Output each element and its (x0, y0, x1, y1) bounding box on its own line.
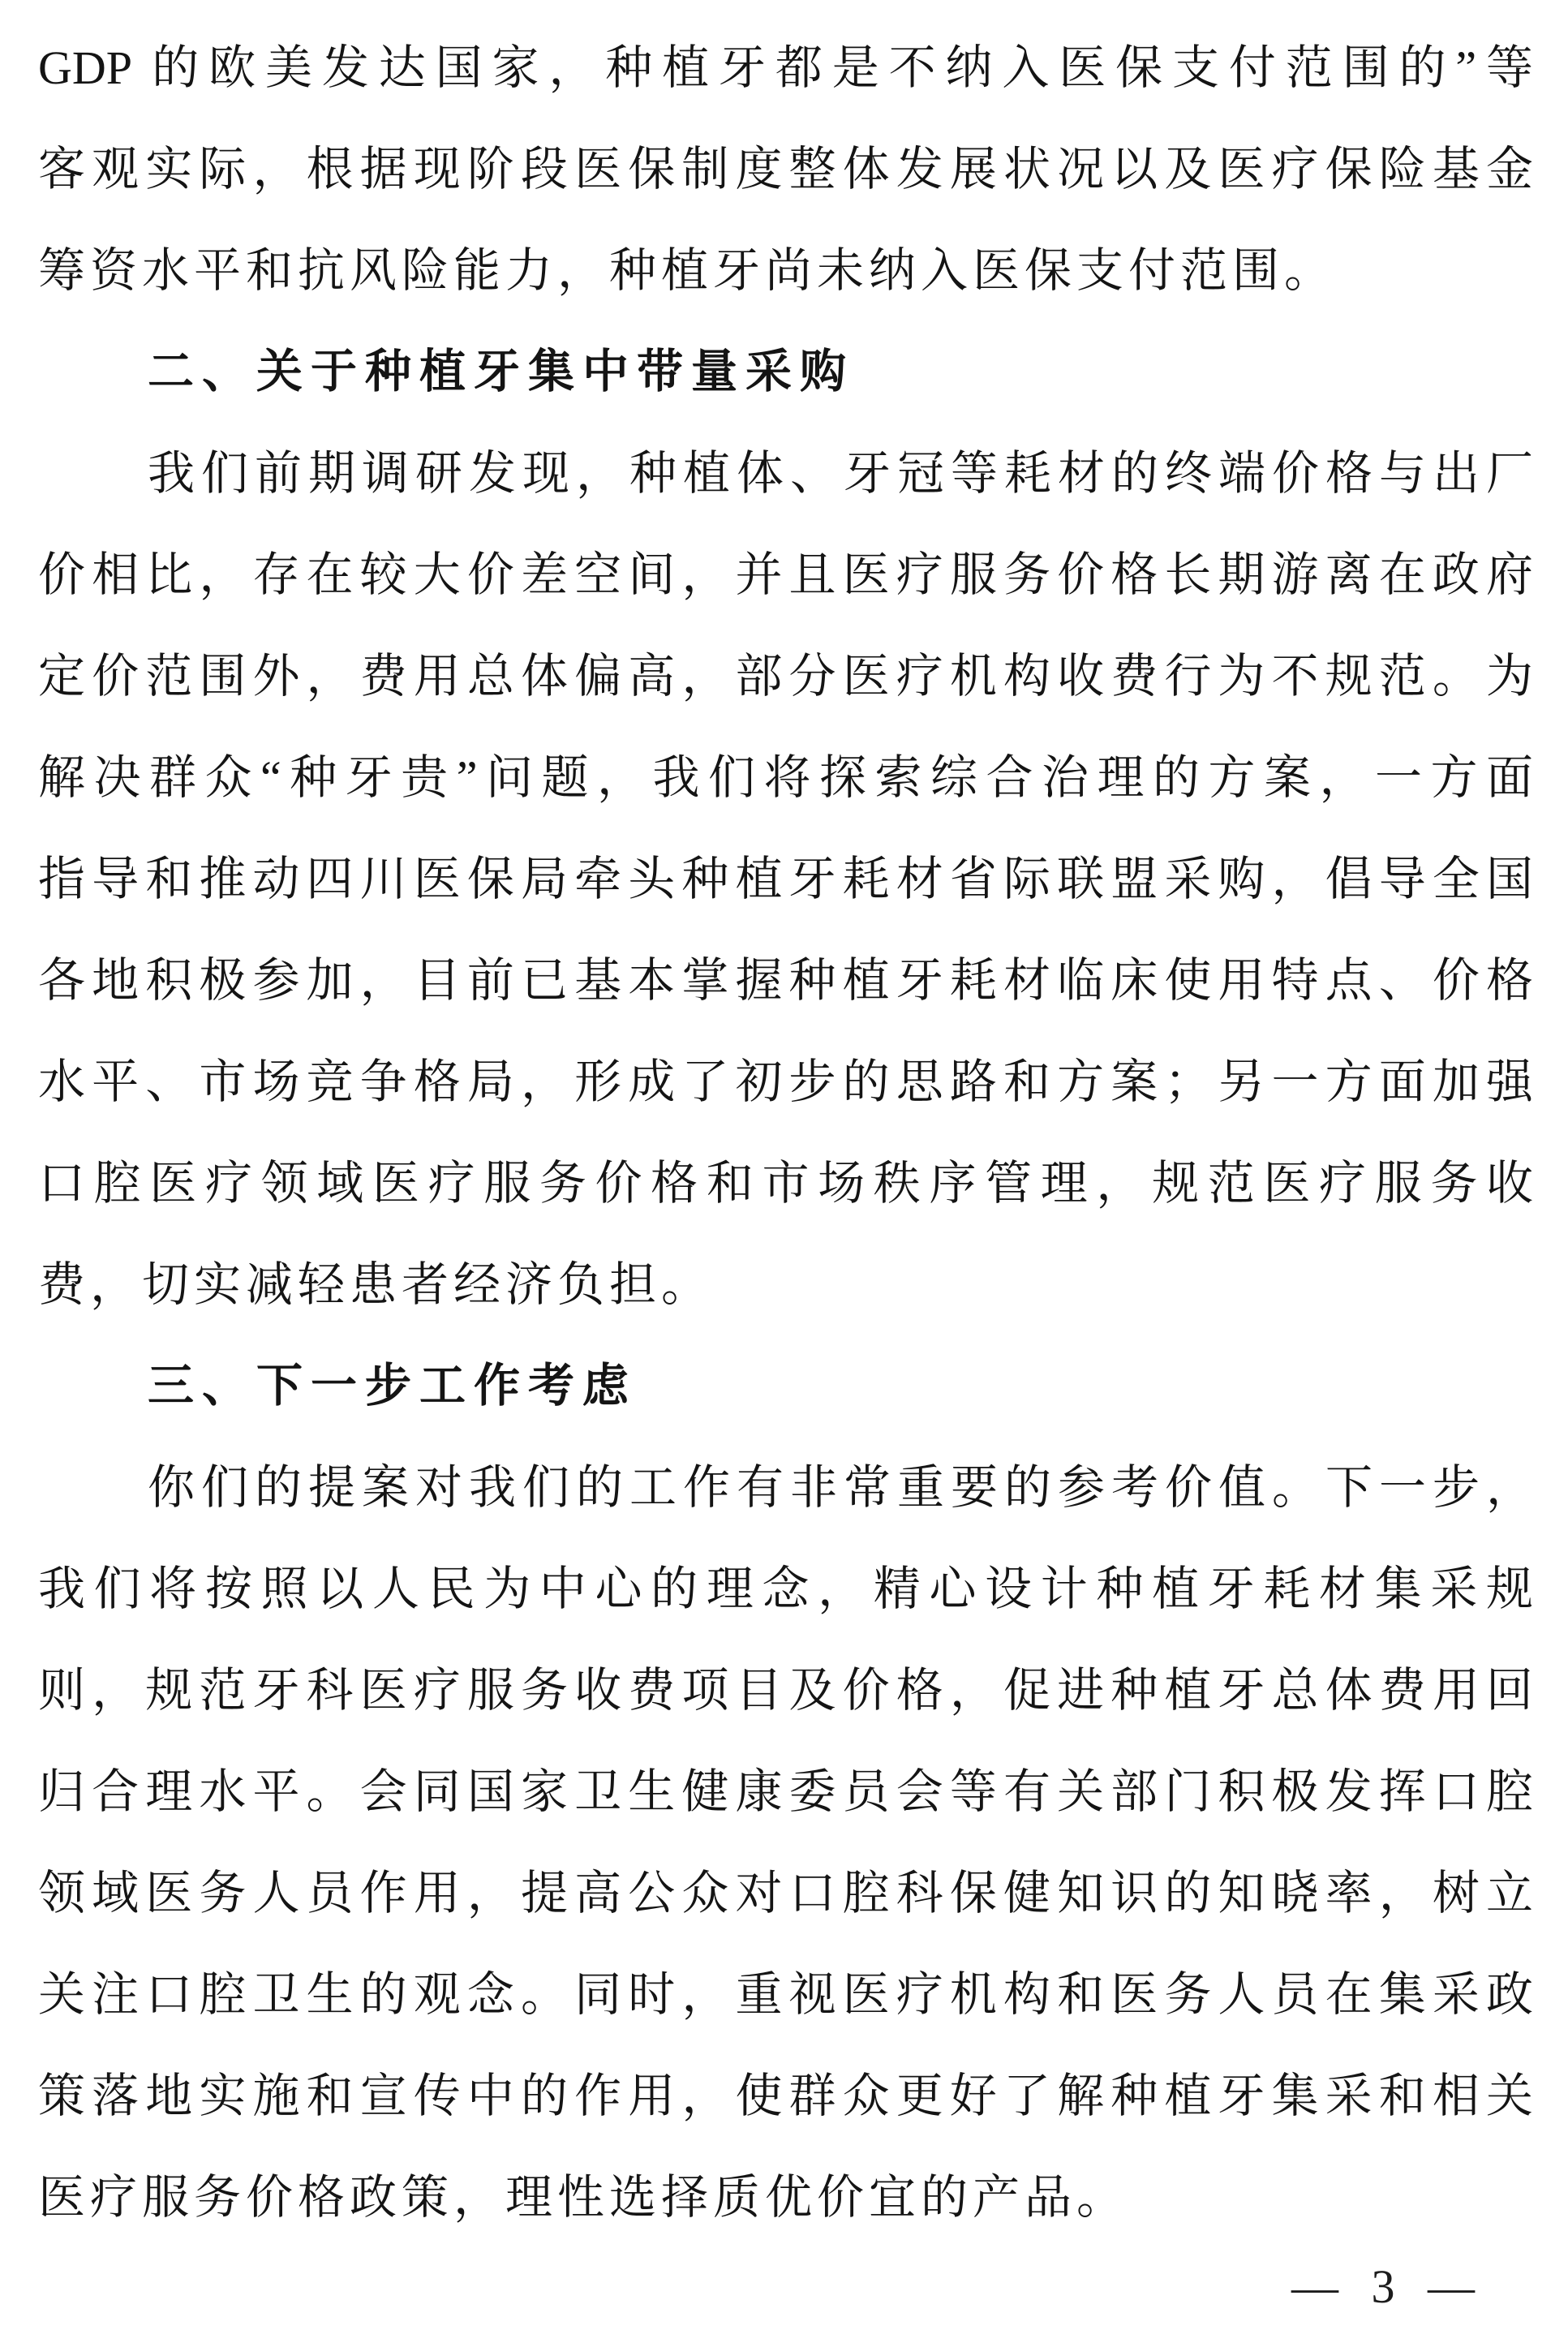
text-line: 客观实际，根据现阶段医保制度整体发展状况以及医疗保险基金 (38, 143, 1533, 196)
text-line: 解决群众“种牙贵”问题，我们将探索综合治理的方案，一方面 (38, 751, 1533, 804)
text-line: 价相比，存在较大价差空间，并且医疗服务价格长期游离在政府 (38, 548, 1533, 601)
text-line: 我们将按照以人民为中心的理念，精心设计种植牙耗材集采规 (38, 1563, 1533, 1615)
text-line: 筹资水平和抗风险能力，种植牙尚未纳入医保支付范围。 (38, 244, 1337, 297)
text-line: 则，规范牙科医疗服务收费项目及价格，促进种植牙总体费用回 (38, 1664, 1533, 1717)
text-line: 各地积极参加，目前已基本掌握种植牙耗材临床使用特点、价格 (38, 954, 1533, 1007)
text-line: 水平、市场竞争格局，形成了初步的思路和方案；另一方面加强 (38, 1055, 1533, 1108)
text-line: 关注口腔卫生的观念。同时，重视医疗机构和医务人员在集采政 (38, 1968, 1533, 2021)
text-line: GDP 的欧美发达国家，种植牙都是不纳入医保支付范围的”等 (38, 41, 1533, 94)
document-body (38, 17, 1533, 2248)
text-line: 领域医务人员作用，提高公众对口腔科保健知识的知晓率，树立 (38, 1867, 1533, 1919)
page-number: — 3 — (1291, 2260, 1475, 2313)
text-line: 费，切实减轻患者经济负担。 (38, 1258, 714, 1311)
text-line: 指导和推动四川医保局牵头种植牙耗材省际联盟采购，倡导全国 (38, 853, 1533, 905)
text-line: 你们的提案对我们的工作有非常重要的参考价值。下一步， (148, 1461, 1533, 1514)
text-line: 我们前期调研发现，种植体、牙冠等耗材的终端价格与出厂 (148, 447, 1533, 500)
text-line: 口腔医疗领域医疗服务价格和市场秩序管理，规范医疗服务收 (38, 1157, 1533, 1210)
text-line: 归合理水平。会同国家卫生健康委员会等有关部门积极发挥口腔 (38, 1765, 1533, 1818)
section-heading: 二、关于种植牙集中带量采购 (148, 346, 854, 398)
text-line: 医疗服务价格政策，理性选择质优价宜的产品。 (38, 2171, 1129, 2224)
text-line: 定价范围外，费用总体偏高，部分医疗机构收费行为不规范。为 (38, 650, 1533, 703)
section-heading: 三、下一步工作考虑 (148, 1360, 637, 1412)
text-line: 策落地实施和宣传中的作用，使群众更好了解种植牙集采和相关 (38, 2070, 1533, 2122)
